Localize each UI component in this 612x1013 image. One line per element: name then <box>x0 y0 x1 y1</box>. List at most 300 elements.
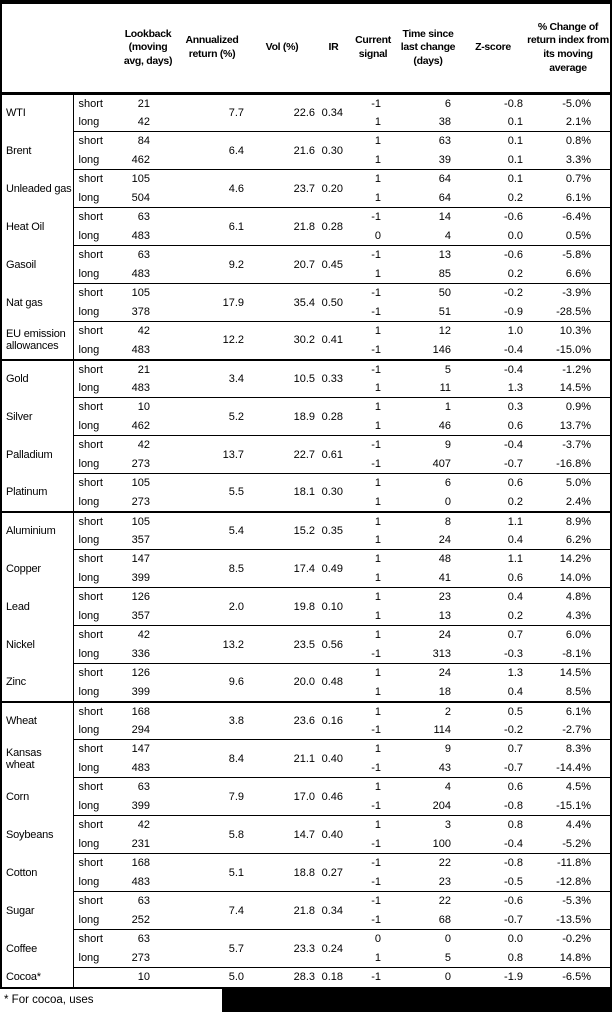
ir-value: 0.30 <box>317 132 350 170</box>
lookback-value: 147 <box>119 550 177 569</box>
leg-label: long <box>73 835 119 854</box>
commodity-name: Heat Oil <box>6 220 45 233</box>
current-signal-value: 1 <box>374 267 381 280</box>
table-row <box>2 588 610 607</box>
vol-value: 22.6 <box>293 107 315 119</box>
lookback-value: 63 <box>119 208 177 227</box>
time-since-change-value: 41 <box>438 571 451 584</box>
current-signal-value: -1 <box>371 799 381 812</box>
lookback-value: 483 <box>131 267 150 280</box>
pct-change-value: 4.5% <box>526 778 610 797</box>
table-row <box>2 284 610 303</box>
lookback-value: 168 <box>119 702 177 721</box>
time-since-change-value: 64 <box>396 170 460 189</box>
lookback-value: 357 <box>131 533 150 546</box>
lookback-value: 252 <box>131 913 150 926</box>
vol-value: 21.6 <box>247 132 317 170</box>
commodity-name: Cocoa* <box>6 971 41 983</box>
leg-label: short <box>73 246 119 265</box>
lookback-value: 105 <box>119 284 177 303</box>
z-score-value: 0.5 <box>460 702 526 721</box>
current-signal-value: 1 <box>350 132 396 151</box>
annualized-return-value: 5.0 <box>177 968 247 987</box>
ir-value: 0.27 <box>317 854 350 892</box>
ir-value: 0.61 <box>317 436 350 474</box>
current-signal-value: 1 <box>374 115 381 128</box>
lookback-value: 462 <box>131 419 150 432</box>
time-since-change-value: 313 <box>432 647 451 660</box>
pct-change-value: -8.1% <box>562 647 591 660</box>
vol-value: 17.4 <box>247 550 317 588</box>
current-signal-value: -1 <box>371 875 381 888</box>
leg-label: long <box>73 227 119 246</box>
z-score-value: 0.4 <box>507 533 523 546</box>
z-score-value: -0.6 <box>460 892 526 911</box>
vol-value: 21.8 <box>247 208 317 246</box>
header-pct-change: % Change of return index from its moving average <box>526 4 610 94</box>
table-row <box>2 664 610 683</box>
current-signal-value: -1 <box>350 968 396 987</box>
table-row <box>2 854 610 873</box>
vol-value: 23.6 <box>247 702 317 740</box>
pct-change-value: 6.1% <box>565 191 591 204</box>
lookback-value: 105 <box>119 512 177 531</box>
leg-label: short <box>73 702 119 721</box>
time-since-change-value: 0 <box>444 495 451 508</box>
header-empty <box>2 4 119 94</box>
pct-change-value: 10.3% <box>526 322 610 341</box>
header-lookback: Lookback (moving avg, days) <box>119 4 177 94</box>
lookback-value: 336 <box>131 647 150 660</box>
current-signal-value: 1 <box>350 588 396 607</box>
time-since-change-value: 4 <box>444 229 451 242</box>
lookback-value: 42 <box>119 816 177 835</box>
current-signal-value: -1 <box>371 761 381 774</box>
pct-change-value: 14.2% <box>526 550 610 569</box>
vol-value: 21.1 <box>247 740 317 778</box>
pct-change-value: 4.8% <box>526 588 610 607</box>
leg-label: long <box>73 341 119 360</box>
commodity-name: EU emission allowances <box>6 328 66 352</box>
pct-change-value: -11.8% <box>526 854 610 873</box>
annualized-return-value: 9.2 <box>177 246 247 284</box>
time-since-change-value: 11 <box>439 381 451 394</box>
time-since-change-value: 63 <box>396 132 460 151</box>
vol-value: 18.9 <box>247 398 317 436</box>
z-score-value: -0.4 <box>460 436 526 455</box>
table-row <box>2 132 610 151</box>
table-row <box>2 892 610 911</box>
z-score-value: 0.0 <box>507 229 523 242</box>
annualized-return-value: 3.8 <box>177 702 247 740</box>
ir-value: 0.48 <box>317 664 350 702</box>
commodity-name: Platinum <box>6 486 48 498</box>
pct-change-value: 8.5% <box>565 685 591 698</box>
leg-label: long <box>73 455 119 474</box>
current-signal-value: 0 <box>350 930 396 949</box>
vol-value: 35.4 <box>247 284 317 322</box>
ir-value: 0.18 <box>317 968 350 987</box>
time-since-change-value: 6 <box>396 474 460 493</box>
lookback-value: 273 <box>131 951 150 964</box>
z-score-value: 0.6 <box>507 571 523 584</box>
leg-label: short <box>73 398 119 417</box>
z-score-value: 1.0 <box>460 322 526 341</box>
z-score-value: 0.1 <box>507 153 523 166</box>
z-score-value: 0.7 <box>460 740 526 759</box>
z-score-value: 1.1 <box>460 512 526 531</box>
vol-value: 21.8 <box>247 892 317 930</box>
ir-value: 0.41 <box>317 322 350 360</box>
table-row <box>2 816 610 835</box>
leg-label: short <box>73 94 119 113</box>
commodity-name: Zinc <box>6 676 26 688</box>
commodity-name: Copper <box>6 562 41 575</box>
z-score-value: -0.3 <box>504 647 523 660</box>
table-row <box>2 968 610 987</box>
leg-label: long <box>73 797 119 816</box>
commodity-name: Palladium <box>6 448 53 461</box>
lookback-value: 483 <box>131 875 150 888</box>
pct-change-value: -6.4% <box>526 208 610 227</box>
table-row <box>2 208 610 227</box>
time-since-change-value: 14 <box>396 208 460 227</box>
pct-change-value: 0.7% <box>526 170 610 189</box>
commodity-name: Sugar <box>6 904 35 917</box>
pct-change-value: -2.7% <box>562 723 591 736</box>
current-signal-value: 0 <box>374 229 381 242</box>
z-score-value: -0.2 <box>504 723 523 736</box>
current-signal-value: 1 <box>374 609 381 622</box>
current-signal-value: 1 <box>374 381 381 394</box>
pct-change-value: -14.4% <box>556 761 591 774</box>
commodity-name: Gold <box>2 360 73 398</box>
ir-value: 0.24 <box>317 930 350 968</box>
pct-change-value: -3.9% <box>526 284 610 303</box>
leg-label: long <box>73 303 119 322</box>
commodity-signals-table <box>2 4 610 987</box>
leg-label: long <box>73 949 119 968</box>
commodity-name: Gasoil <box>6 258 36 271</box>
commodity-name: Nickel <box>6 638 35 651</box>
annualized-return-value: 13.2 <box>177 626 247 664</box>
redacted-block <box>222 989 612 1012</box>
vol-value: 23.7 <box>247 170 317 208</box>
z-score-value: 1.3 <box>507 381 523 394</box>
z-score-value: 0.2 <box>507 191 523 204</box>
header-time-since-change: Time since last change (days) <box>396 4 460 94</box>
leg-label: short <box>73 208 119 227</box>
lookback-value: 294 <box>131 723 150 736</box>
current-signal-value: 1 <box>350 398 396 417</box>
annualized-return-value: 13.7 <box>177 436 247 474</box>
current-signal-value: 1 <box>350 778 396 797</box>
time-since-change-value: 204 <box>432 799 451 812</box>
pct-change-value: 2.4% <box>565 495 591 508</box>
lookback-value: 42 <box>119 436 177 455</box>
current-signal-value: -1 <box>350 892 396 911</box>
leg-label: long <box>73 379 119 398</box>
z-score-value: 0.4 <box>507 685 523 698</box>
pct-change-value: 8.9% <box>526 512 610 531</box>
z-score-value: -0.4 <box>504 837 523 850</box>
time-since-change-value: 48 <box>396 550 460 569</box>
vol-value: 30.2 <box>247 322 317 360</box>
footnote-text: * For cocoa, uses <box>0 989 222 1012</box>
annualized-return-value: 4.6 <box>177 170 247 208</box>
z-score-value: 0.8 <box>460 816 526 835</box>
time-since-change-value: 3 <box>396 816 460 835</box>
vol-value: 10.5 <box>247 360 317 398</box>
ir-value: 0.46 <box>317 778 350 816</box>
annualized-return-value: 5.1 <box>177 854 247 892</box>
z-score-value: 0.2 <box>507 495 523 508</box>
table-row <box>2 702 610 721</box>
leg-label: short <box>73 740 119 759</box>
lookback-value: 399 <box>131 571 150 584</box>
ir-value: 0.35 <box>317 512 350 550</box>
current-signal-value: 1 <box>350 322 396 341</box>
time-since-change-value: 114 <box>433 723 451 736</box>
current-signal-value: -1 <box>371 913 381 926</box>
table-row <box>2 512 610 531</box>
current-signal-value: -1 <box>350 246 396 265</box>
header-ir: IR <box>317 4 350 94</box>
annualized-return-value: 5.7 <box>177 930 247 968</box>
leg-label: short <box>73 322 119 341</box>
pct-change-value: -5.8% <box>526 246 610 265</box>
z-score-value: 0.6 <box>460 474 526 493</box>
leg-label: short <box>73 284 119 303</box>
ir-value: 0.28 <box>317 208 350 246</box>
annualized-return-value: 5.8 <box>177 816 247 854</box>
lookback-value: 483 <box>131 761 150 774</box>
pct-change-value: 6.0% <box>526 626 610 645</box>
z-score-value: -1.9 <box>460 968 526 987</box>
vol-value: 20.7 <box>247 246 317 284</box>
leg-label: long <box>73 417 119 436</box>
ir-value: 0.34 <box>321 107 343 119</box>
lookback-value: 399 <box>131 799 150 812</box>
vol-value: 19.8 <box>247 588 317 626</box>
lookback-value: 273 <box>131 495 150 508</box>
z-score-value: 0.0 <box>460 930 526 949</box>
current-signal-value: 1 <box>350 816 396 835</box>
ir-value: 0.45 <box>317 246 350 284</box>
time-since-change-value: 68 <box>438 913 451 926</box>
time-since-change-value: 9 <box>396 740 460 759</box>
time-since-change-value: 13 <box>438 609 451 622</box>
current-signal-value: 1 <box>350 626 396 645</box>
current-signal-value: 1 <box>350 740 396 759</box>
pct-change-value: -5.0% <box>562 97 591 110</box>
table-row <box>2 94 610 113</box>
footnote-bar <box>0 989 612 1012</box>
current-signal-value: 1 <box>350 512 396 531</box>
z-score-value: 1.1 <box>460 550 526 569</box>
leg-label: long <box>73 569 119 588</box>
current-signal-value: -1 <box>371 305 381 318</box>
z-score-value: 0.6 <box>460 778 526 797</box>
ir-value: 0.10 <box>317 588 350 626</box>
leg-label: short <box>73 854 119 873</box>
lookback-value: 42 <box>119 626 177 645</box>
ir-value: 0.30 <box>317 474 350 512</box>
annualized-return-value: 7.4 <box>177 892 247 930</box>
lookback-value: 483 <box>131 343 150 356</box>
lookback-value: 147 <box>119 740 177 759</box>
pct-change-value: 6.6% <box>565 267 591 280</box>
leg-label: short <box>73 778 119 797</box>
pct-change-value: 8.3% <box>526 740 610 759</box>
z-score-value: 0.4 <box>460 588 526 607</box>
lookback-value: 483 <box>131 229 150 242</box>
z-score-value: -0.5 <box>504 875 523 888</box>
leg-label: long <box>73 721 119 740</box>
time-since-change-value: 4 <box>396 778 460 797</box>
time-since-change-value: 18 <box>438 685 451 698</box>
lookback-value: 378 <box>131 305 150 318</box>
ir-value: 0.56 <box>317 626 350 664</box>
current-signal-value: 1 <box>350 702 396 721</box>
leg-label: short <box>73 930 119 949</box>
time-since-change-value: 0 <box>396 930 460 949</box>
table-row <box>2 930 610 949</box>
lookback-value: 126 <box>119 664 177 683</box>
z-score-value: -0.7 <box>504 761 523 774</box>
z-score-value: -0.9 <box>504 305 523 318</box>
pct-change-value: -1.2% <box>526 360 610 379</box>
annualized-return-value: 9.6 <box>177 664 247 702</box>
leg-label: short <box>73 626 119 645</box>
pct-change-value: -13.5% <box>556 913 591 926</box>
leg-label: short <box>73 664 119 683</box>
current-signal-value: -1 <box>350 360 396 379</box>
vol-value: 15.2 <box>247 512 317 550</box>
vol-value: 22.7 <box>247 436 317 474</box>
lookback-value: 126 <box>119 588 177 607</box>
pct-change-value: 6.2% <box>565 533 591 546</box>
lookback-value: 504 <box>131 191 150 204</box>
pct-change-value: -0.2% <box>526 930 610 949</box>
ir-value: 0.34 <box>317 892 350 930</box>
pct-change-value: -15.0% <box>556 343 591 356</box>
pct-change-value: -3.7% <box>526 436 610 455</box>
annualized-return-value: 3.4 <box>177 360 247 398</box>
leg-label <box>73 968 119 987</box>
pct-change-value: 14.5% <box>559 381 591 394</box>
time-since-change-value: 8 <box>396 512 460 531</box>
pct-change-value: 5.0% <box>526 474 610 493</box>
time-since-change-value: 85 <box>438 267 451 280</box>
current-signal-value: 1 <box>374 951 381 964</box>
current-signal-value: -1 <box>350 284 396 303</box>
time-since-change-value: 22 <box>396 892 460 911</box>
ir-value: 0.28 <box>317 398 350 436</box>
table-row <box>2 170 610 189</box>
lookback-value: 21 <box>137 97 150 110</box>
lookback-value: 42 <box>137 115 150 128</box>
current-signal-value: -1 <box>371 343 381 356</box>
z-score-value: 0.1 <box>460 132 526 151</box>
time-since-change-value: 9 <box>396 436 460 455</box>
pct-change-value: -5.2% <box>562 837 591 850</box>
z-score-value: 0.1 <box>460 170 526 189</box>
commodity-name: Nat gas <box>6 296 43 309</box>
time-since-change-value: 51 <box>438 305 451 318</box>
current-signal-value: 1 <box>350 170 396 189</box>
pct-change-value: 6.1% <box>526 702 610 721</box>
leg-label: long <box>73 265 119 284</box>
z-score-value: -0.4 <box>504 343 523 356</box>
table-row <box>2 246 610 265</box>
time-since-change-value: 6 <box>444 97 451 110</box>
leg-label: long <box>73 873 119 892</box>
pct-change-value: 4.3% <box>565 609 591 622</box>
commodity-name: Cotton <box>6 866 38 879</box>
table-row <box>2 550 610 569</box>
leg-label: long <box>73 113 119 132</box>
z-score-value: 0.7 <box>460 626 526 645</box>
table-row <box>2 436 610 455</box>
table-row <box>2 626 610 645</box>
commodity-name: Lead <box>6 600 30 613</box>
lookback-value: 399 <box>131 685 150 698</box>
annualized-return-value: 5.4 <box>177 512 247 550</box>
lookback-value: 10 <box>119 968 177 987</box>
z-score-value: -0.6 <box>460 246 526 265</box>
current-signal-value: 1 <box>350 550 396 569</box>
current-signal-value: 1 <box>350 664 396 683</box>
annualized-return-value: 8.5 <box>177 550 247 588</box>
leg-label: short <box>73 170 119 189</box>
current-signal-value: -1 <box>350 854 396 873</box>
table-row <box>2 474 610 493</box>
header-annualized-return: Annualized return (%) <box>177 4 247 94</box>
current-signal-value: 1 <box>374 153 381 166</box>
time-since-change-value: 13 <box>396 246 460 265</box>
time-since-change-value: 24 <box>396 626 460 645</box>
leg-label: long <box>73 189 119 208</box>
current-signal-value: -1 <box>371 97 381 110</box>
pct-change-value: -16.8% <box>556 457 591 470</box>
leg-label: long <box>73 645 119 664</box>
leg-label: short <box>73 550 119 569</box>
z-score-value: -0.8 <box>504 799 523 812</box>
z-score-value: 0.8 <box>507 951 523 964</box>
lookback-value: 357 <box>131 609 150 622</box>
time-since-change-value: 46 <box>438 419 451 432</box>
current-signal-value: 1 <box>374 419 381 432</box>
pct-change-value: 14.8% <box>559 951 591 964</box>
pct-change-value: 0.5% <box>565 229 591 242</box>
table-row <box>2 398 610 417</box>
lookback-value: 168 <box>119 854 177 873</box>
commodity-name: Brent <box>6 144 32 157</box>
z-score-value: 0.2 <box>507 609 523 622</box>
table-body <box>2 94 610 987</box>
pct-change-value: -15.1% <box>556 799 591 812</box>
table-row <box>2 740 610 759</box>
current-signal-value: 1 <box>350 474 396 493</box>
time-since-change-value: 5 <box>396 360 460 379</box>
leg-label: short <box>73 512 119 531</box>
z-score-value: -0.2 <box>460 284 526 303</box>
current-signal-value: 1 <box>374 495 381 508</box>
commodity-name: Aluminium <box>2 512 73 550</box>
annualized-return-value: 12.2 <box>177 322 247 360</box>
leg-label: long <box>73 531 119 550</box>
